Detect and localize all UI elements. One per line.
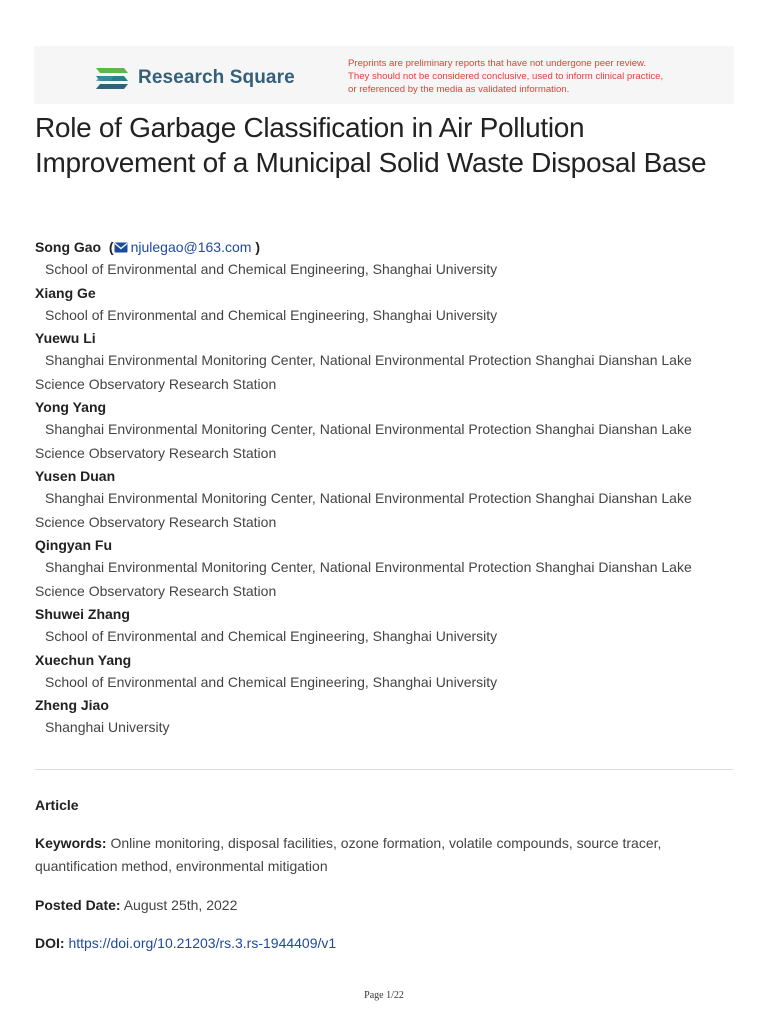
doi-row (35, 932, 735, 955)
notice-line: They should not be considered conclusive, used to inform clinical practice, (348, 71, 664, 82)
author-entry (35, 327, 735, 396)
author-entry (35, 465, 735, 534)
preprint-banner (34, 46, 734, 104)
author-affiliation: School of Environmental and Chemical Engineering, Shanghai University (45, 306, 498, 323)
notice-line: or referenced by the media as validated information. (348, 84, 570, 95)
doi-label: DOI: (35, 935, 65, 951)
author-affiliation: School of Environmental and Chemical Engineering, Shanghai University (45, 673, 498, 690)
author-affiliation: Shanghai University (45, 719, 170, 735)
author-entry (35, 236, 735, 282)
author-name: Yuewu Li (35, 330, 96, 346)
posted-date-row (35, 894, 735, 917)
author-name: Yong Yang (35, 399, 107, 415)
preprint-notice (348, 57, 663, 96)
author-name: Yusen Duan (35, 468, 116, 484)
keywords-row (35, 832, 735, 878)
author-entry (35, 603, 735, 649)
email-text: njulegao@163.com (130, 239, 252, 255)
author-entry (35, 694, 735, 740)
section-divider (35, 769, 733, 770)
posted-date-value: August 25th, 2022 (123, 897, 238, 913)
author-affiliation: Shanghai Environmental Monitoring Center, National Environmental Protection Shanghai Dianshan Lake Science Observatory Research Station (35, 559, 692, 599)
author-name: Xuechun Yang (35, 651, 132, 668)
author-name: Shuwei Zhang (35, 606, 130, 622)
author-email-link[interactable] (114, 239, 252, 255)
research-square-logo-icon (94, 64, 130, 92)
author-affiliation: School of Environmental and Chemical Engineering, Shanghai University (45, 628, 498, 644)
author-name: Qingyan Fu (35, 537, 112, 553)
notice-line: Preprints are preliminary reports that have not undergone peer review. (348, 58, 647, 69)
author-name: Song Gao (35, 239, 102, 255)
paper-title: Role of Garbage Classification in Air Pollution Improvement of a Municipal Solid Waste Disposal Base (35, 112, 707, 178)
email-paren: ( (105, 239, 114, 255)
author-name: Zheng Jiao (35, 697, 109, 713)
article-type: Article (35, 797, 79, 813)
author-affiliation: Shanghai Environmental Monitoring Center, National Environmental Protection Shanghai Dianshan Lake Science Observatory Research Station (35, 421, 692, 461)
logo-text: Research Square (138, 67, 295, 88)
author-entry (35, 649, 735, 695)
page-number: Page 1/22 (364, 990, 404, 1001)
doi-link[interactable]: https://doi.org/10.21203/rs.3.rs-1944409/v1 (68, 935, 337, 951)
author-list (35, 236, 735, 740)
author-entry (35, 396, 735, 465)
author-entry (35, 534, 735, 603)
author-name: Xiang Ge (35, 284, 96, 301)
author-affiliation: School of Environmental and Chemical Engineering, Shanghai University (45, 261, 498, 277)
keywords-label: Keywords: (35, 835, 107, 851)
research-square-logo[interactable] (94, 64, 295, 92)
author-entry (35, 282, 735, 328)
article-type-row (35, 794, 735, 817)
author-affiliation: Shanghai Environmental Monitoring Center, National Environmental Protection Shanghai Dianshan Lake Science Observatory Research Station (35, 490, 692, 530)
envelope-icon (114, 242, 128, 253)
keywords-value: Online monitoring, disposal facilities, ozone formation, volatile compounds, source tracer, quantification method, environmental mitigation (35, 835, 662, 874)
email-paren: ) (251, 239, 260, 255)
posted-date-label: Posted Date: (35, 897, 121, 913)
author-affiliation: Shanghai Environmental Monitoring Center, National Environmental Protection Shanghai Dianshan Lake Science Observatory Research Station (35, 352, 692, 392)
